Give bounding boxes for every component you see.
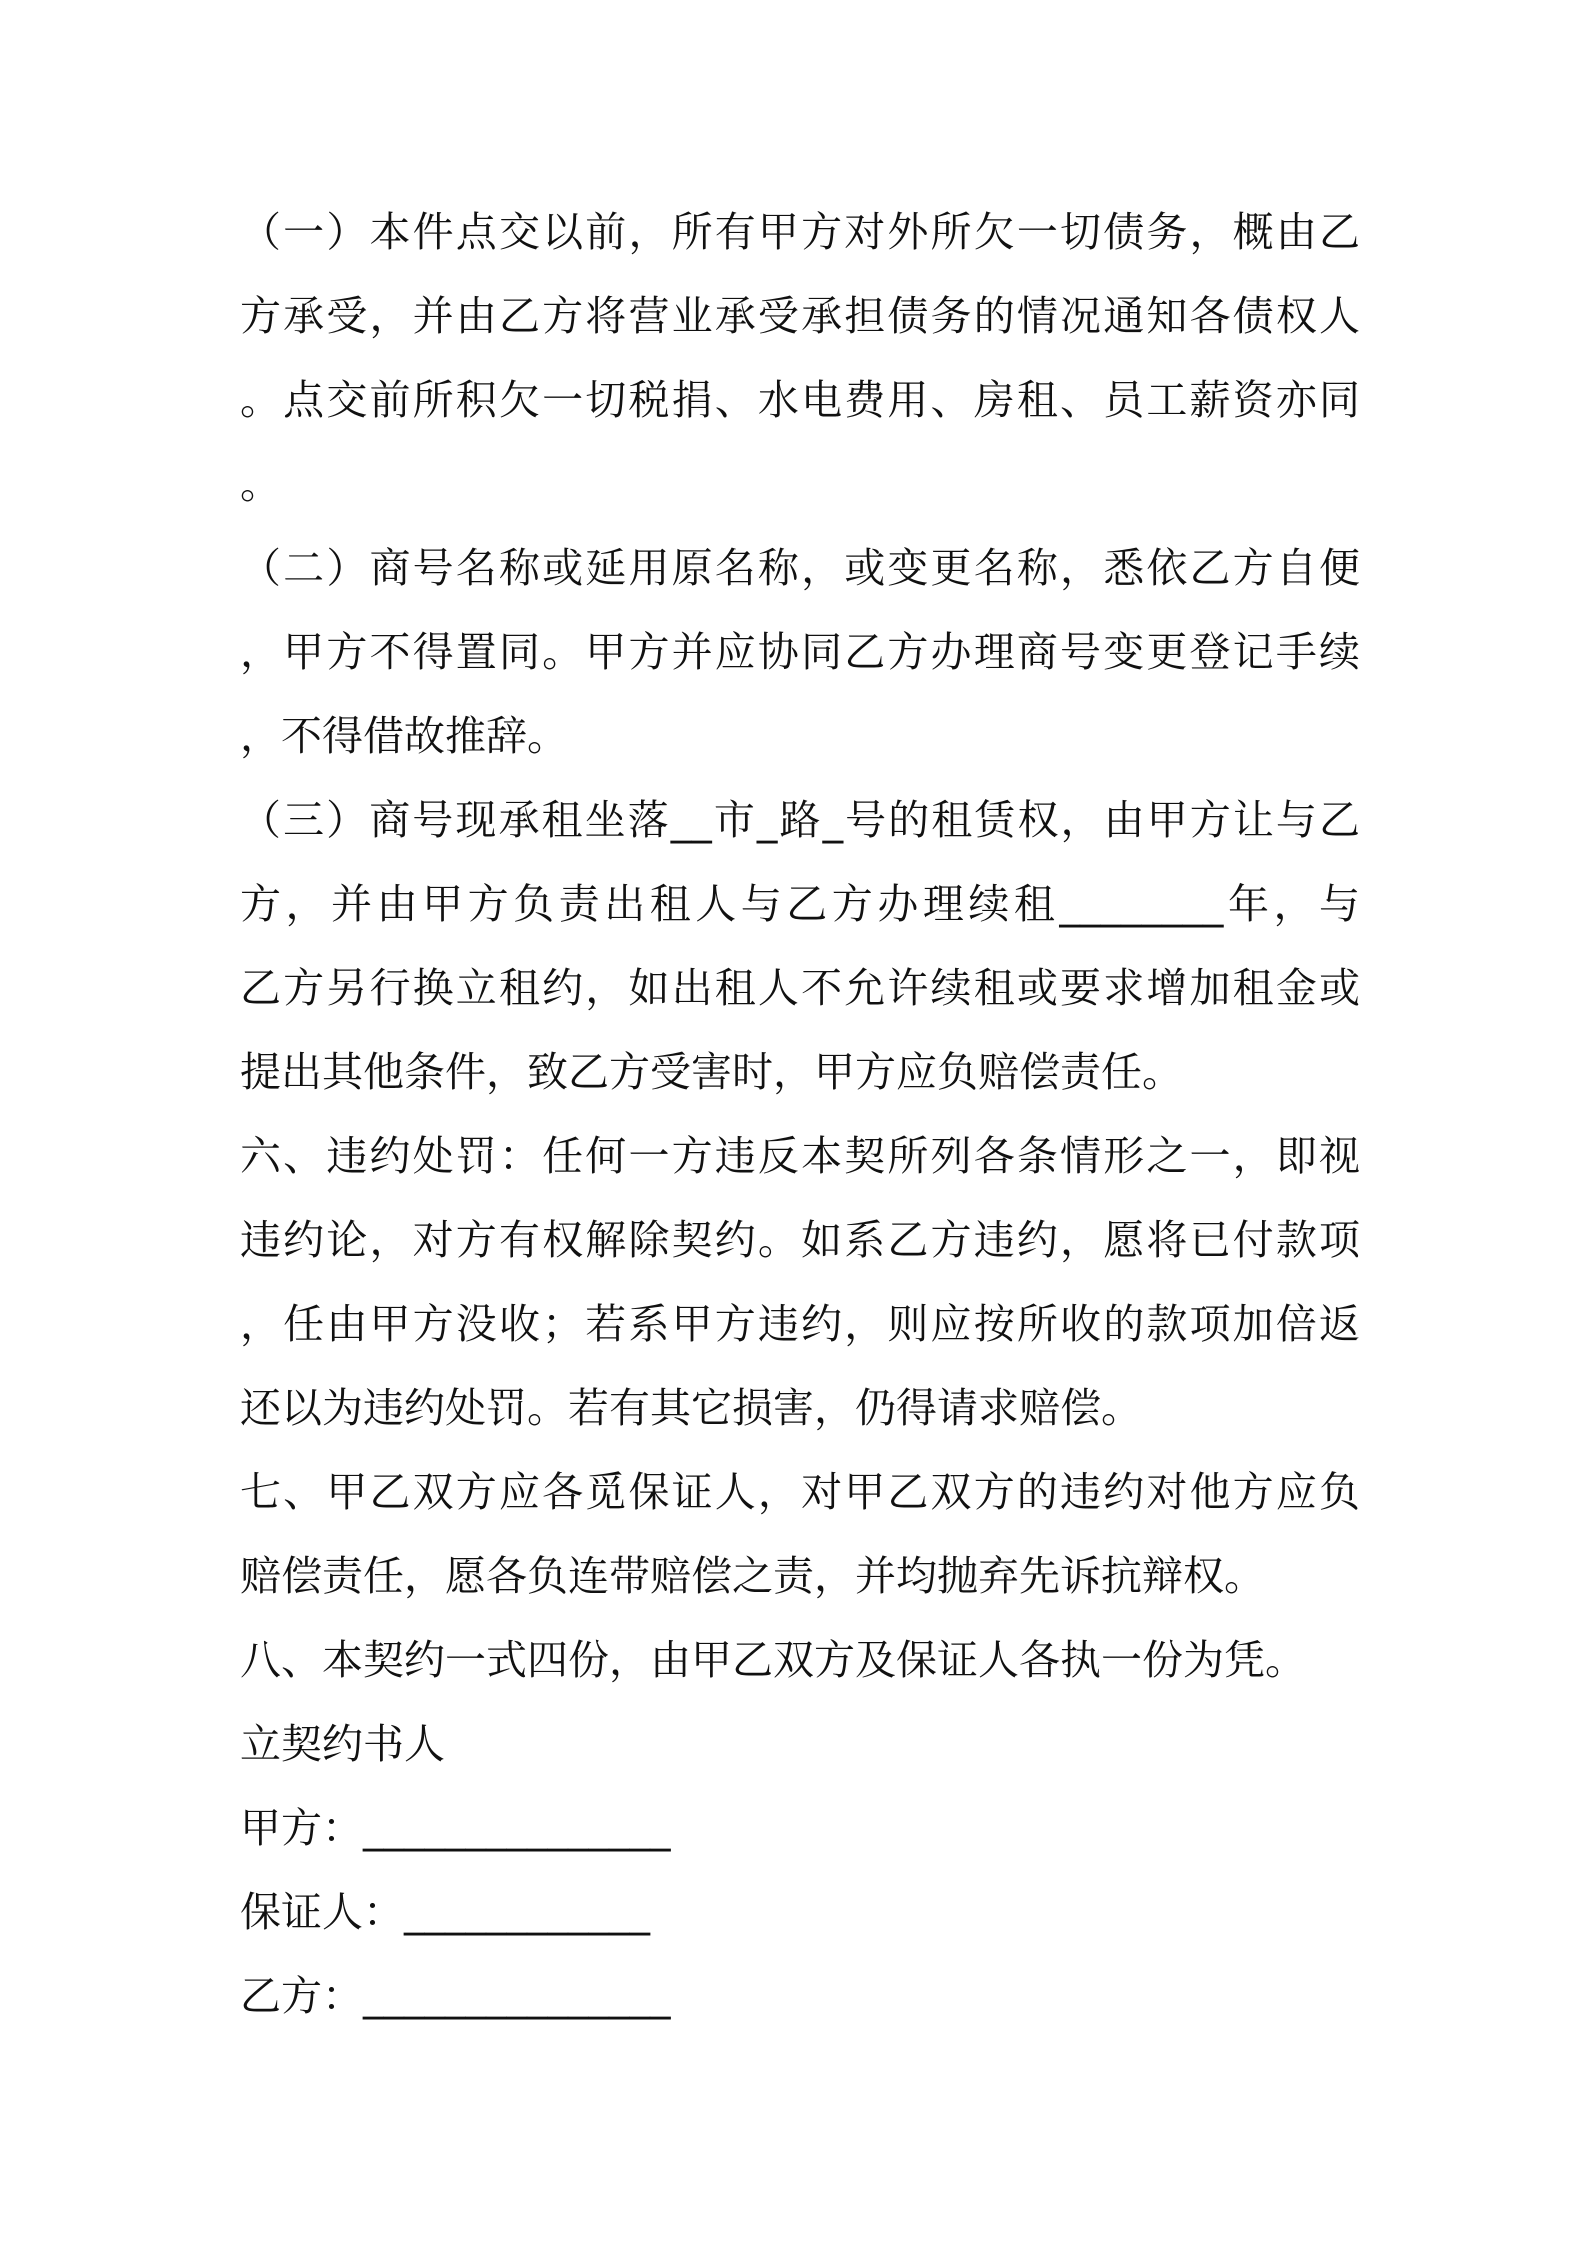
clause-3-line-3: 乙方另行换立租约，如出租人不允许续租或要求增加租金或 — [240, 964, 1360, 1012]
section-6-line-1: 六、违约处罚：任何一方违反本契所列各条情形之一，即视 — [240, 1132, 1360, 1180]
party-a-signature-line: 甲方：_______________ — [240, 1804, 671, 1852]
clause-3-line-2: 方，并由甲方负责出租人与乙方办理续租________年，与 — [240, 880, 1360, 928]
section-8-line-1: 八、本契约一式四份，由甲乙双方及保证人各执一份为凭。 — [240, 1636, 1306, 1684]
contract-body — [240, 190, 1360, 2038]
clause-2-line-3: ，不得借故推辞。 — [240, 712, 568, 760]
section-7-line-2: 赔偿责任，愿各负连带赔偿之责，并均抛弃先诉抗辩权。 — [240, 1552, 1265, 1600]
guarantor-signature-line: 保证人：____________ — [240, 1888, 650, 1936]
clause-1-line-4: 。 — [240, 460, 281, 508]
section-6-line-4: 还以为违约处罚。若有其它损害，仍得请求赔偿。 — [240, 1384, 1142, 1432]
signatories-heading: 立契约书人 — [240, 1720, 445, 1768]
section-7-line-1: 七、甲乙双方应各觅保证人，对甲乙双方的违约对他方应负 — [240, 1468, 1360, 1516]
clause-1-line-3: 。点交前所积欠一切税捐、水电费用、房租、员工薪资亦同 — [240, 376, 1360, 424]
clause-1-line-2: 方承受，并由乙方将营业承受承担债务的情况通知各债权人 — [240, 292, 1360, 340]
clause-2-line-2: ，甲方不得置同。甲方并应协同乙方办理商号变更登记手续 — [240, 628, 1360, 676]
section-6-line-2: 违约论，对方有权解除契约。如系乙方违约，愿将已付款项 — [240, 1216, 1360, 1264]
section-6-line-3: ，任由甲方没收；若系甲方违约，则应按所收的款项加倍返 — [240, 1300, 1360, 1348]
clause-3-line-1: （三）商号现承租坐落__市_路_号的租赁权，由甲方让与乙 — [240, 796, 1360, 844]
clause-3-line-4: 提出其他条件，致乙方受害时，甲方应负赔偿责任。 — [240, 1048, 1183, 1096]
clause-2-line-1: （二）商号名称或延用原名称，或变更名称，悉依乙方自便 — [240, 544, 1360, 592]
clause-1-line-1: （一）本件点交以前，所有甲方对外所欠一切债务，概由乙 — [240, 208, 1360, 256]
party-b-signature-line: 乙方：_______________ — [240, 1972, 671, 2020]
